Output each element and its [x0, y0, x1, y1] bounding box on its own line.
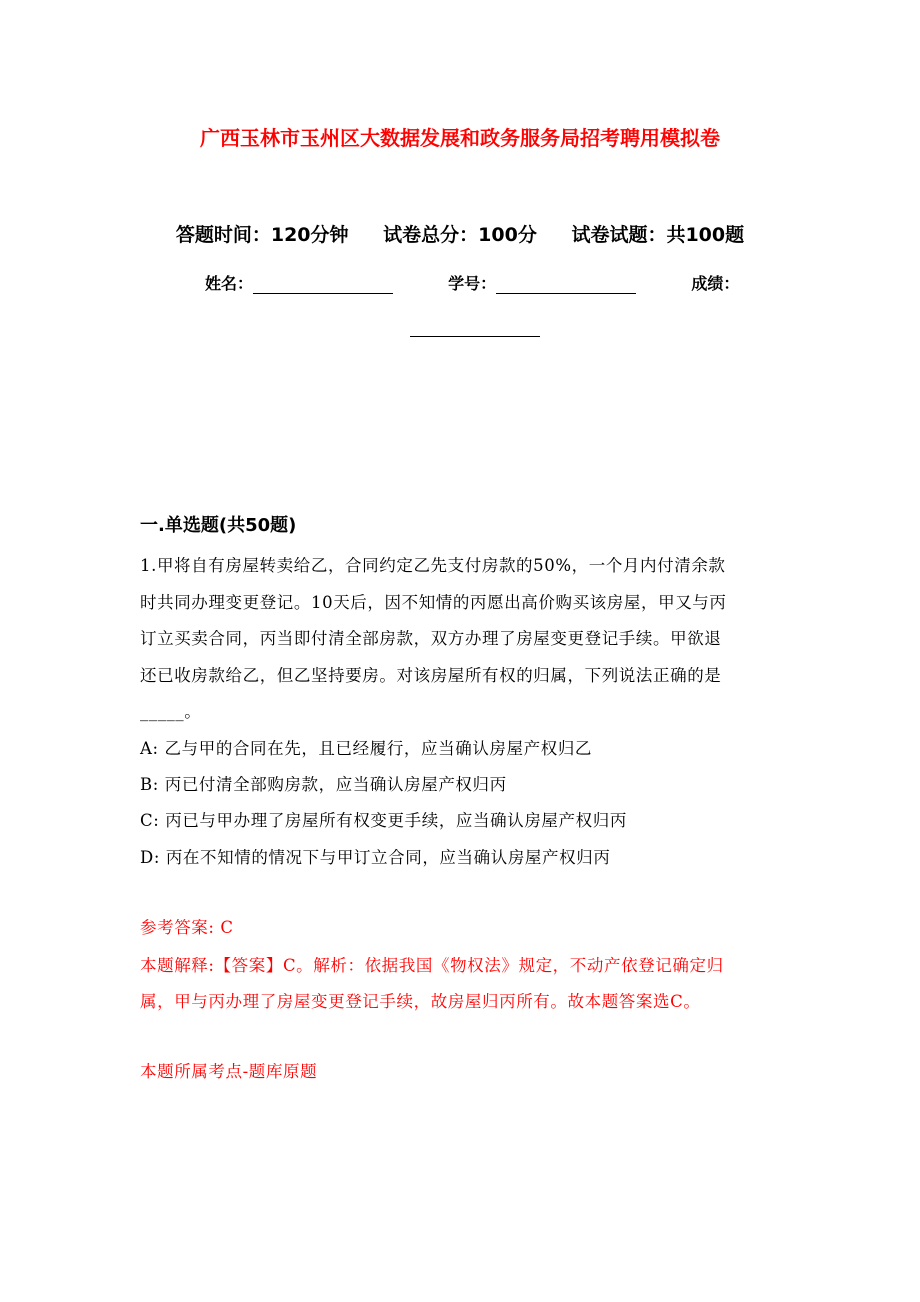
- question-line: 订立买卖合同，丙当即付清全部房款，双方办理了房屋变更登记手续。甲欲退: [140, 629, 722, 648]
- option-b: B: 丙已付清全部购房款，应当确认房屋产权归丙: [140, 775, 507, 794]
- question-line: 时共同办理变更登记。10天后，因不知情的丙愿出高价购买该房屋，甲又与丙: [140, 593, 727, 612]
- exam-time: 答题时间：120分钟: [175, 224, 349, 246]
- reference-answer: 参考答案: C: [140, 918, 234, 937]
- name-label: 姓名：: [205, 274, 254, 293]
- student-fields: [205, 271, 739, 294]
- question-line: 1.甲将自有房屋转卖给乙，合同约定乙先支付房款的50%，一个月内付清余款: [140, 556, 726, 575]
- explanation-line: 本题解释:【答案】C。解析：依据我国《物权法》规定，不动产依登记确定归: [140, 956, 724, 975]
- option-c: C: 丙已与甲办理了房屋所有权变更手续，应当确认房屋产权归丙: [140, 811, 627, 830]
- exam-score: 试卷总分：100分: [383, 224, 537, 246]
- exam-count: 试卷试题：共100题: [571, 224, 745, 246]
- question-line: 还已收房款给乙，但乙坚持要房。对该房屋所有权的归属，下列说法正确的是: [140, 666, 722, 685]
- grade-label: 成绩：: [691, 274, 740, 293]
- option-a: A: 乙与甲的合同在先，且已经履行，应当确认房屋产权归乙: [140, 739, 593, 758]
- id-blank: [496, 277, 636, 294]
- explanation-line: 属，甲与丙办理了房屋变更登记手续，故房屋归丙所有。故本题答案选C。: [140, 992, 701, 1011]
- document-title: 广西玉林市玉州区大数据发展和政务服务局招考聘用模拟卷: [200, 126, 720, 150]
- exam-meta: [0, 220, 920, 247]
- option-d: D: 丙在不知情的情况下与甲订立合同，应当确认房屋产权归丙: [140, 848, 611, 867]
- topic-note: 本题所属考点-题库原题: [140, 1062, 318, 1081]
- name-blank: [253, 277, 393, 294]
- question-line: _____。: [140, 702, 202, 721]
- grade-blank: [410, 336, 540, 337]
- id-label: 学号：: [448, 274, 497, 293]
- section-heading: 一.单选题(共50题): [140, 515, 297, 536]
